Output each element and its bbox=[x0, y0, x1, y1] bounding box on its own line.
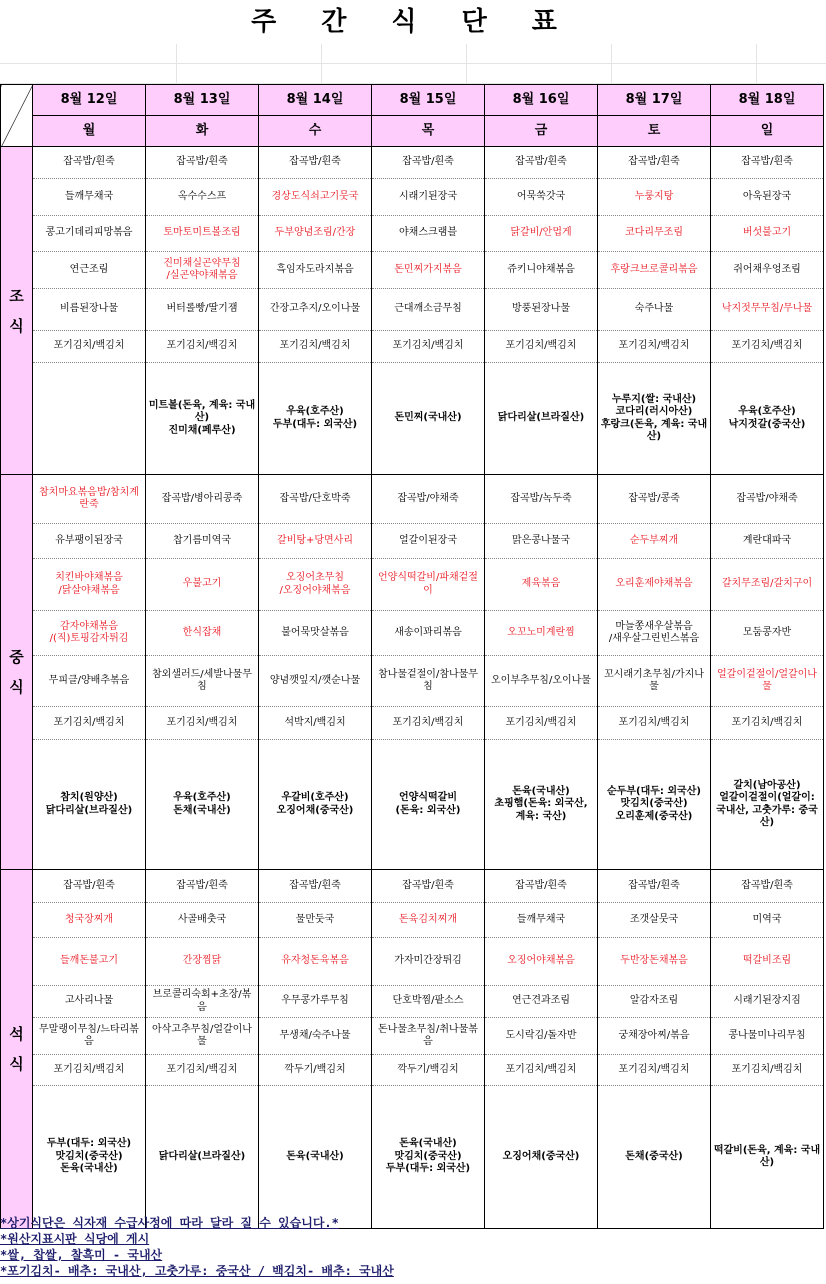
date-cell: 8월 14일 bbox=[259, 85, 372, 116]
dinner-row bbox=[1, 1086, 824, 1229]
weekday-cell: 목 bbox=[372, 116, 485, 147]
menu-item-cell: 유부팽이된장국 bbox=[33, 524, 146, 559]
menu-item-cell: 알감자조림 bbox=[598, 986, 711, 1018]
menu-item-cell: 맑은콩나물국 bbox=[485, 524, 598, 559]
menu-item-cell: 닭갈비/안멉게 bbox=[485, 216, 598, 252]
origin-info-cell: 돈육(국내산) 맛김치(중국산) 두부(대두: 외국산) bbox=[372, 1086, 485, 1229]
origin-info-cell: 돈채(중국산) bbox=[598, 1086, 711, 1229]
menu-item-cell: 들깨무채국 bbox=[33, 179, 146, 216]
origin-info-cell: 순두부(대두: 외국산) 맛김치(중국산) 오리훈제(중국산) bbox=[598, 740, 711, 870]
menu-item-cell: 석박지/백김치 bbox=[259, 707, 372, 740]
origin-info-cell: 우육(호주산) 두부(대두: 외국산) bbox=[259, 363, 372, 475]
menu-item-cell: 옥수수스프 bbox=[146, 179, 259, 216]
menu-item-cell: 오징어초무침 /오징어야채볶음 bbox=[259, 559, 372, 611]
date-cell: 8월 18일 bbox=[711, 85, 824, 116]
menu-item-cell: 불어묵맛살볶음 bbox=[259, 611, 372, 656]
lunch-row bbox=[1, 611, 824, 656]
date-cell: 8월 16일 bbox=[485, 85, 598, 116]
menu-item-cell: 돈나물초무침/취나물볶음 bbox=[372, 1018, 485, 1055]
menu-item-cell: 잡곡밥/흰죽 bbox=[485, 870, 598, 903]
menu-item-cell: 콩고기데리피망볶음 bbox=[33, 216, 146, 252]
menu-item-cell: 포기김치/백김치 bbox=[711, 331, 824, 363]
menu-item-cell: 포기김치/백김치 bbox=[146, 1055, 259, 1086]
weekday-cell: 일 bbox=[711, 116, 824, 147]
menu-item-cell: 브로콜리숙회+초장/볶음 bbox=[146, 986, 259, 1018]
origin-info-cell: 닭다리살(브라질산) bbox=[485, 363, 598, 475]
menu-item-cell: 잡곡밥/흰죽 bbox=[485, 147, 598, 179]
menu-item-cell: 잡곡밥/흰죽 bbox=[259, 147, 372, 179]
menu-item-cell: 물만둣국 bbox=[259, 903, 372, 938]
origin-info-cell: 우육(호주산) 돈채(국내산) bbox=[146, 740, 259, 870]
menu-item-cell: 잡곡밥/흰죽 bbox=[598, 870, 711, 903]
menu-item-cell: 버섯불고기 bbox=[711, 216, 824, 252]
origin-info-cell: 닭다리살(브라질산) bbox=[146, 1086, 259, 1229]
note-line: *쌀, 찹쌀, 찰흑미 - 국내산 bbox=[0, 1248, 163, 1262]
origin-info-cell bbox=[33, 363, 146, 475]
menu-item-cell: 잡곡밥/흰죽 bbox=[33, 870, 146, 903]
menu-item-cell: 무생채/숙주나물 bbox=[259, 1018, 372, 1055]
lunch-row bbox=[1, 656, 824, 707]
menu-item-cell: 떡갈비조림 bbox=[711, 938, 824, 986]
dinner-row bbox=[1, 938, 824, 986]
menu-item-cell: 잡곡밥/흰죽 bbox=[598, 147, 711, 179]
menu-item-cell: 진미채실곤약무침 /실곤약야채볶음 bbox=[146, 252, 259, 289]
menu-item-cell: 잡곡밥/흰죽 bbox=[711, 870, 824, 903]
origin-info-cell: 우육(호주산) 낙지젓갈(중국산) bbox=[711, 363, 824, 475]
breakfast-row bbox=[1, 289, 824, 331]
origin-info-cell: 돈육(국내산) bbox=[259, 1086, 372, 1229]
menu-item-cell: 잡곡밥/흰죽 bbox=[372, 870, 485, 903]
menu-item-cell: 참나물겉절이/참나물무침 bbox=[372, 656, 485, 707]
menu-item-cell: 조갯살뭇국 bbox=[598, 903, 711, 938]
menu-item-cell: 방풍된장나물 bbox=[485, 289, 598, 331]
menu-item-cell: 잡곡밥/단호박죽 bbox=[259, 475, 372, 524]
menu-item-cell: 포기김치/백김치 bbox=[598, 1055, 711, 1086]
meal-label-char: 식 bbox=[9, 1055, 24, 1073]
menu-item-cell: 돈민찌가지볶음 bbox=[372, 252, 485, 289]
menu-item-cell: 들깨돈불고기 bbox=[33, 938, 146, 986]
date-cell: 8월 15일 bbox=[372, 85, 485, 116]
menu-item-cell: 갈치무조림/갈치구이 bbox=[711, 559, 824, 611]
menu-item-cell: 포기김치/백김치 bbox=[485, 1055, 598, 1086]
menu-item-cell: 포기김치/백김치 bbox=[485, 331, 598, 363]
menu-item-cell: 포기김치/백김치 bbox=[146, 331, 259, 363]
menu-item-cell: 잡곡밥/흰죽 bbox=[33, 147, 146, 179]
menu-item-cell: 제육볶음 bbox=[485, 559, 598, 611]
breakfast-row bbox=[1, 216, 824, 252]
menu-item-cell: 오꼬노미계란찜 bbox=[485, 611, 598, 656]
meal-label-char: 식 bbox=[9, 316, 24, 335]
menu-item-cell: 꼬시래기초무침/가지나물 bbox=[598, 656, 711, 707]
weekly-menu-table bbox=[0, 84, 824, 1229]
menu-item-cell: 포기김치/백김치 bbox=[372, 707, 485, 740]
menu-item-cell: 잡곡밥/흰죽 bbox=[259, 870, 372, 903]
breakfast-row bbox=[1, 331, 824, 363]
lunch-label bbox=[1, 475, 33, 870]
date-cell: 8월 12일 bbox=[33, 85, 146, 116]
weekday-cell: 토 bbox=[598, 116, 711, 147]
menu-item-cell: 잡곡밥/콩죽 bbox=[598, 475, 711, 524]
menu-item-cell: 연근견과조림 bbox=[485, 986, 598, 1018]
menu-item-cell: 숙주나물 bbox=[598, 289, 711, 331]
menu-item-cell: 청국장찌개 bbox=[33, 903, 146, 938]
menu-item-cell: 간장찜닭 bbox=[146, 938, 259, 986]
menu-item-cell: 가자미간장튀김 bbox=[372, 938, 485, 986]
menu-item-cell: 무말랭이무침/느타리볶음 bbox=[33, 1018, 146, 1055]
origin-info-cell: 미트볼(돈육, 계육: 국내산) 진미채(페루산) bbox=[146, 363, 259, 475]
menu-item-cell: 콩나물미나리무침 bbox=[711, 1018, 824, 1055]
breakfast-row bbox=[1, 147, 824, 179]
menu-item-cell: 포기김치/백김치 bbox=[33, 331, 146, 363]
menu-item-cell: 비름된장나물 bbox=[33, 289, 146, 331]
menu-item-cell: 참치마요볶음밥/참치계란죽 bbox=[33, 475, 146, 524]
menu-item-cell: 잡곡밥/야채죽 bbox=[711, 475, 824, 524]
menu-item-cell: 새송이꽈리볶음 bbox=[372, 611, 485, 656]
origin-info-cell: 언양식떡갈비 (돈육: 외국산) bbox=[372, 740, 485, 870]
dinner-row bbox=[1, 986, 824, 1018]
menu-body bbox=[1, 147, 824, 1229]
weekday-cell: 월 bbox=[33, 116, 146, 147]
menu-item-cell: 도시락김/돌자반 bbox=[485, 1018, 598, 1055]
note-line: *포기김치- 배추: 국내산, 고춧가루: 중국산 / 백김치- 배추: 국내산 bbox=[0, 1264, 394, 1278]
dinner-label bbox=[1, 870, 33, 1229]
menu-item-cell: 아삭고추무침/얼갈이나물 bbox=[146, 1018, 259, 1055]
menu-item-cell: 참외샐러드/세발나물무침 bbox=[146, 656, 259, 707]
menu-item-cell: 미역국 bbox=[711, 903, 824, 938]
breakfast-row bbox=[1, 363, 824, 475]
menu-item-cell: 쥬키니야채볶음 bbox=[485, 252, 598, 289]
menu-item-cell: 궁채장아찌/볶음 bbox=[598, 1018, 711, 1055]
menu-item-cell: 얼갈이된장국 bbox=[372, 524, 485, 559]
breakfast-row bbox=[1, 179, 824, 216]
menu-item-cell: 잡곡밥/야채죽 bbox=[372, 475, 485, 524]
menu-item-cell: 무피클/양배추볶음 bbox=[33, 656, 146, 707]
menu-item-cell: 두반장돈채볶음 bbox=[598, 938, 711, 986]
menu-item-cell: 포기김치/백김치 bbox=[485, 707, 598, 740]
menu-item-cell: 시래기된장지짐 bbox=[711, 986, 824, 1018]
menu-item-cell: 감자야채볶음 /(직)토핑감자튀김 bbox=[33, 611, 146, 656]
menu-item-cell: 한식잡채 bbox=[146, 611, 259, 656]
menu-item-cell: 경상도식쇠고기뭇국 bbox=[259, 179, 372, 216]
menu-item-cell: 포기김치/백김치 bbox=[598, 331, 711, 363]
menu-item-cell: 코다리무조림 bbox=[598, 216, 711, 252]
menu-item-cell: 잡곡밥/흰죽 bbox=[146, 870, 259, 903]
weekday-cell: 화 bbox=[146, 116, 259, 147]
menu-item-cell: 시래기된장국 bbox=[372, 179, 485, 216]
menu-item-cell: 포기김치/백김치 bbox=[146, 707, 259, 740]
dinner-row bbox=[1, 903, 824, 938]
page-title: 주 간 식 단 표 bbox=[251, 7, 575, 37]
menu-item-cell: 언양식떡갈비/파채겉절이 bbox=[372, 559, 485, 611]
origin-info-cell: 돈민찌(국내산) bbox=[372, 363, 485, 475]
meal-label-char: 석 bbox=[9, 1025, 24, 1043]
menu-item-cell: 모둠콩자반 bbox=[711, 611, 824, 656]
menu-item-cell: 오리훈제야채볶음 bbox=[598, 559, 711, 611]
dinner-row bbox=[1, 1018, 824, 1055]
menu-item-cell: 잡곡밥/녹두죽 bbox=[485, 475, 598, 524]
menu-item-cell: 잡곡밥/흰죽 bbox=[711, 147, 824, 179]
menu-item-cell: 포기김치/백김치 bbox=[259, 331, 372, 363]
menu-item-cell: 마늘쫑새우살볶음 /새우살그린빈스볶음 bbox=[598, 611, 711, 656]
blank-spreadsheet-rows bbox=[0, 44, 826, 84]
menu-item-cell: 누룽지탕 bbox=[598, 179, 711, 216]
corner-cell bbox=[1, 85, 33, 147]
date-header-row bbox=[1, 85, 824, 116]
weekday-cell: 수 bbox=[259, 116, 372, 147]
origin-info-cell: 두부(대두: 외국산) 맛김치(중국산) 돈육(국내산) bbox=[33, 1086, 146, 1229]
origin-info-cell: 오징어채(중국산) bbox=[485, 1086, 598, 1229]
menu-item-cell: 얼갈이겉절이/얼갈이나물 bbox=[711, 656, 824, 707]
origin-info-cell: 우갈비(호주산) 오징어채(중국산) bbox=[259, 740, 372, 870]
menu-item-cell: 순두부찌개 bbox=[598, 524, 711, 559]
footer-notes bbox=[0, 1215, 826, 1279]
menu-item-cell: 포기김치/백김치 bbox=[711, 707, 824, 740]
lunch-row bbox=[1, 740, 824, 870]
meal-label-char: 조 bbox=[9, 286, 24, 305]
meal-label-char: 중 bbox=[9, 648, 24, 666]
menu-item-cell: 우무콩가루무침 bbox=[259, 986, 372, 1018]
date-cell: 8월 13일 bbox=[146, 85, 259, 116]
origin-info-cell: 돈육(국내산) 초핑햄(돈육: 외국산, 계육: 국산) bbox=[485, 740, 598, 870]
menu-item-cell: 흑임자도라지볶음 bbox=[259, 252, 372, 289]
menu-item-cell: 사골배춧국 bbox=[146, 903, 259, 938]
breakfast-row bbox=[1, 252, 824, 289]
menu-item-cell: 버터롤빵/딸기잼 bbox=[146, 289, 259, 331]
menu-item-cell: 어묵쑥갓국 bbox=[485, 179, 598, 216]
menu-item-cell: 양념깻잎지/깻순나물 bbox=[259, 656, 372, 707]
menu-item-cell: 잡곡밥/병아리콩죽 bbox=[146, 475, 259, 524]
dinner-row bbox=[1, 1055, 824, 1086]
menu-item-cell: 돈육김치찌개 bbox=[372, 903, 485, 938]
origin-info-cell: 참치(원양산) 닭다리살(브라질산) bbox=[33, 740, 146, 870]
menu-item-cell: 포기김치/백김치 bbox=[598, 707, 711, 740]
menu-item-cell: 아욱된장국 bbox=[711, 179, 824, 216]
menu-item-cell: 잡곡밥/흰죽 bbox=[146, 147, 259, 179]
menu-item-cell: 우불고기 bbox=[146, 559, 259, 611]
menu-item-cell: 연근조림 bbox=[33, 252, 146, 289]
weekday-header-row bbox=[1, 116, 824, 147]
menu-item-cell: 오징어야채볶음 bbox=[485, 938, 598, 986]
menu-item-cell: 고사리나물 bbox=[33, 986, 146, 1018]
dinner-row bbox=[1, 870, 824, 903]
menu-item-cell: 쥐어채우엉조림 bbox=[711, 252, 824, 289]
date-cell: 8월 17일 bbox=[598, 85, 711, 116]
origin-info-cell: 누루지(쌀: 국내산) 코다리(러시아산) 후랑크(돈육, 계육: 국내산) bbox=[598, 363, 711, 475]
menu-item-cell: 들깨무채국 bbox=[485, 903, 598, 938]
origin-info-cell: 떡갈비(돈육, 계육: 국내산) bbox=[711, 1086, 824, 1229]
menu-item-cell: 찹기름미역국 bbox=[146, 524, 259, 559]
note-line: *원산지표시판 식당에 게시 bbox=[0, 1232, 150, 1246]
menu-item-cell: 유자청돈육볶음 bbox=[259, 938, 372, 986]
menu-item-cell: 계란대파국 bbox=[711, 524, 824, 559]
menu-item-cell: 근대깨소금무침 bbox=[372, 289, 485, 331]
weekday-cell: 금 bbox=[485, 116, 598, 147]
lunch-row bbox=[1, 524, 824, 559]
menu-item-cell: 포기김치/백김치 bbox=[33, 1055, 146, 1086]
menu-item-cell: 갈비탕+당면사리 bbox=[259, 524, 372, 559]
lunch-row bbox=[1, 707, 824, 740]
menu-item-cell: 후랑크브로콜리볶음 bbox=[598, 252, 711, 289]
breakfast-label bbox=[1, 147, 33, 475]
menu-item-cell: 단호박찜/팥소스 bbox=[372, 986, 485, 1018]
menu-item-cell: 포기김치/백김치 bbox=[711, 1055, 824, 1086]
menu-item-cell: 포기김치/백김치 bbox=[372, 331, 485, 363]
menu-item-cell: 낙지젓무무침/무나물 bbox=[711, 289, 824, 331]
menu-item-cell: 잡곡밥/흰죽 bbox=[372, 147, 485, 179]
meal-label-char: 식 bbox=[9, 678, 24, 696]
menu-item-cell: 야채스크램블 bbox=[372, 216, 485, 252]
menu-item-cell: 깍두기/백김치 bbox=[259, 1055, 372, 1086]
menu-item-cell: 오이부추무침/오이나물 bbox=[485, 656, 598, 707]
menu-item-cell: 포기김치/백김치 bbox=[33, 707, 146, 740]
lunch-row bbox=[1, 559, 824, 611]
note-line: *상기식단은 식자재 수급사정에 따라 달라 질 수 있습니다.* bbox=[0, 1216, 339, 1230]
menu-item-cell: 깍두기/백김치 bbox=[372, 1055, 485, 1086]
lunch-row bbox=[1, 475, 824, 524]
menu-item-cell: 두부양념조림/간장 bbox=[259, 216, 372, 252]
menu-item-cell: 간장고추지/오이나물 bbox=[259, 289, 372, 331]
origin-info-cell: 갈치(남아공산) 얼갈이겉절이(얼갈이: 국내산, 고춧가루: 중국산) bbox=[711, 740, 824, 870]
menu-item-cell: 치킨바야채볶음 /닭살야채볶음 bbox=[33, 559, 146, 611]
menu-item-cell: 토마토미트볼조림 bbox=[146, 216, 259, 252]
